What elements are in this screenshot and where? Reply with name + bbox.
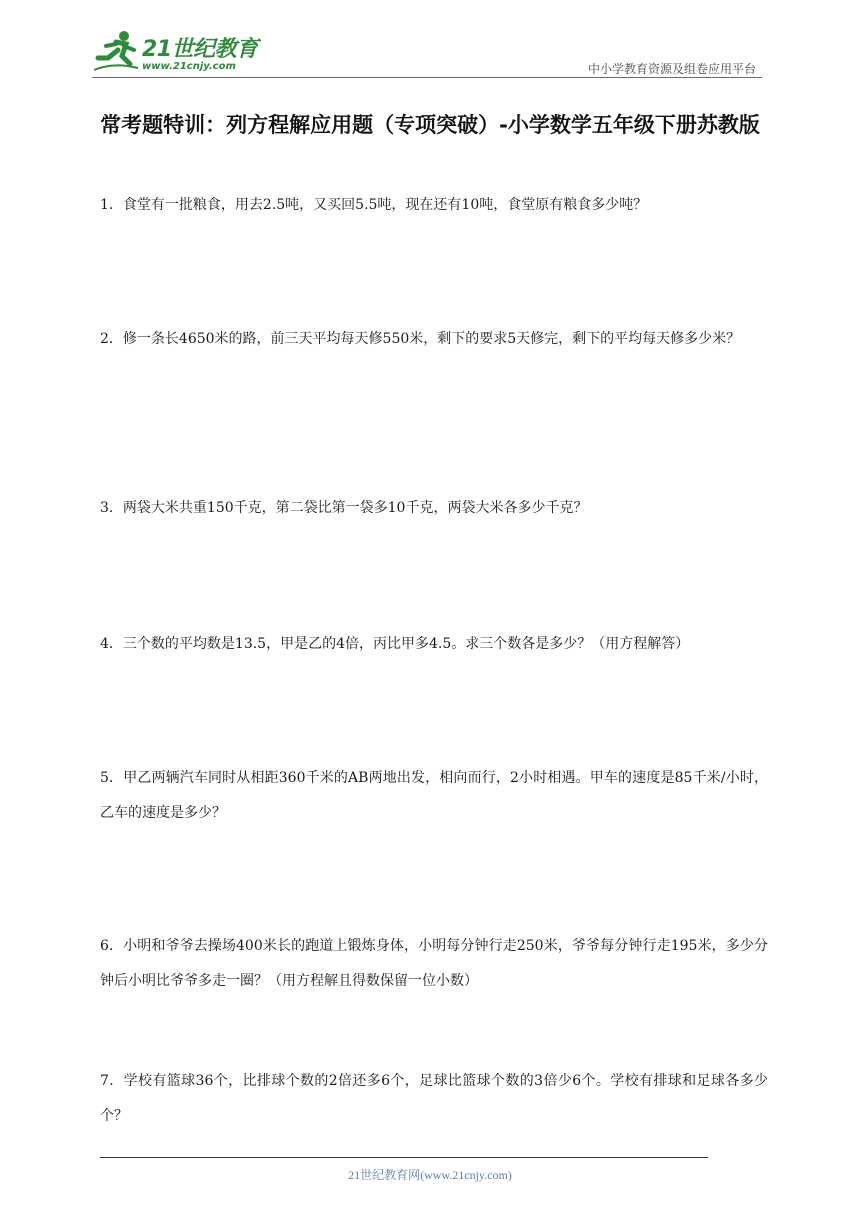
footer-divider	[100, 1157, 708, 1158]
header-divider	[92, 77, 762, 78]
logo-text: 21世纪教育	[142, 37, 258, 62]
question-1: 1．食堂有一批粮食，用去2.5吨，又买回5.5吨，现在还有10吨，食堂原有粮食多少吨？	[100, 197, 648, 213]
page-header	[0, 0, 860, 80]
platform-label: 中小学教育资源及组卷应用平台	[587, 62, 756, 76]
question-6: 6．小明和爷爷去操场400米长的跑道上锻炼身体，小明每分钟行走250米，爷爷每分钟行走195米，多少分钟后小明比爷爷多走一圈？（用方程解且得数保留一位小数）	[100, 938, 768, 989]
question-4: 4．三个数的平均数是13.5，甲是乙的4倍，丙比甲多4.5。求三个数各是多少？（用方程解答）	[100, 636, 690, 652]
question-7: 7．学校有篮球36个，比排球个数的2倍还多6个，足球比篮球个数的3倍少6个。学校有排球和足球各多少个？	[100, 1073, 768, 1124]
question-2: 2．修一条长4650米的路，前三天平均每天修550米，剩下的要求5天修完，剩下的平均每天修多少米？	[100, 331, 741, 347]
question-5: 5．甲乙两辆汽车同时从相距360千米的AB两地出发，相向而行，2小时相遇。甲车的速度是85千米/小时，乙车的速度是多少？	[100, 770, 768, 821]
logo-url: www.21cnjy.com	[142, 61, 236, 72]
site-logo[interactable]	[94, 28, 264, 80]
footer-link[interactable]: 21世纪教育网(www.21cnjy.com)	[348, 1168, 512, 1182]
document-title: 常考题特训：列方程解应用题（专项突破）-小学数学五年级下册苏教版	[100, 113, 760, 137]
question-3: 3．两袋大米共重150千克，第二袋比第一袋多10千克，两袋大米各多少千克？	[100, 500, 588, 516]
runner-logo-icon	[94, 28, 140, 74]
